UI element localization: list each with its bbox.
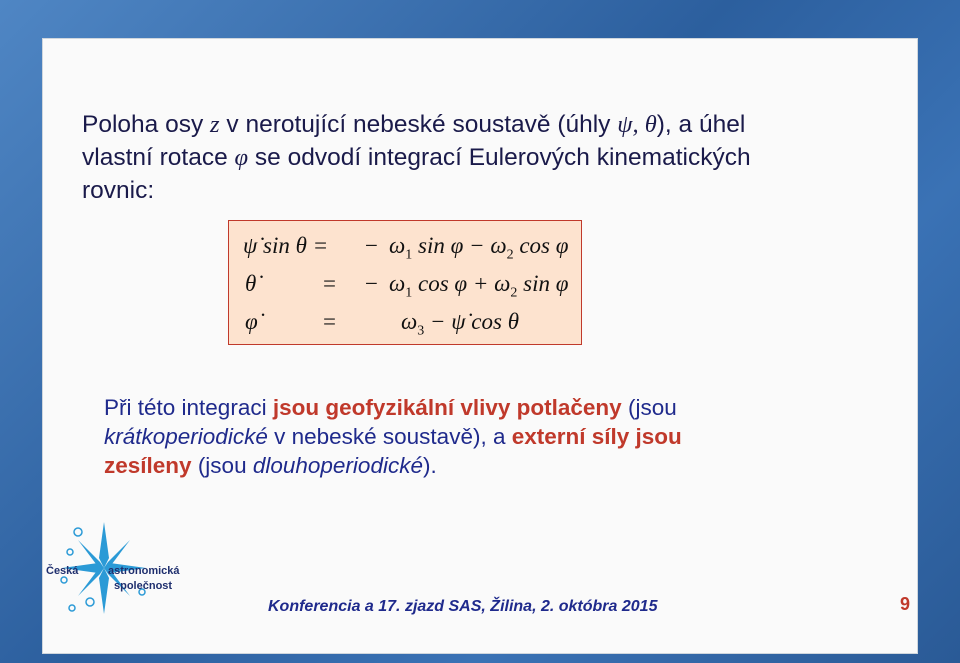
eq-row2-rhs: [389, 271, 568, 302]
eq-row2-eq: [323, 271, 336, 297]
eq-text: ω: [401, 309, 418, 334]
logo-word-astronomicka: astronomická: [108, 565, 180, 577]
para-italic: dlouhoperiodické: [252, 453, 423, 478]
cas-logo: [42, 518, 182, 628]
conclusion-paragraph: [104, 393, 864, 480]
eq-row2-lhs: [245, 271, 256, 297]
math-phi: φ: [234, 144, 249, 171]
intro-part: v nerotující nebeské soustavě (úhly: [219, 111, 618, 138]
eq-row1-lhs: [243, 233, 328, 259]
eq-row1-minus: [365, 233, 378, 259]
eq-row3-rhs: [401, 309, 519, 340]
para-emphasis: externí síly jsou: [511, 424, 682, 449]
eq-sub: 1: [405, 285, 413, 301]
para-part: (jsou: [191, 453, 253, 478]
eq-row3-eq: [323, 309, 336, 335]
euler-equations-box: [228, 220, 582, 345]
slide-canvas: [42, 38, 918, 654]
math-z: z: [210, 111, 220, 138]
intro-part: ), a úhel: [656, 111, 746, 138]
eq-text: −: [365, 271, 378, 296]
intro-part: rovnic:: [82, 177, 155, 204]
logo-word-spolecnost: společnost: [114, 580, 173, 592]
eq-row3-lhs: [245, 309, 258, 335]
intro-part: se odvodí integrací Eulerových kinematických: [248, 144, 751, 171]
eq-sub: 2: [506, 247, 514, 263]
para-part: Při této integraci: [104, 395, 273, 420]
eq-sub: 3: [417, 323, 425, 339]
para-emphasis: zesíleny: [104, 453, 192, 478]
eq-sub: 2: [510, 285, 518, 301]
eq-text: sin φ: [517, 271, 569, 296]
para-part: (jsou: [621, 395, 677, 420]
eq-text: ψ̇ sin θ =: [243, 233, 329, 258]
math-psi-theta: ψ, θ: [617, 111, 657, 138]
eq-text: cos φ: [513, 233, 569, 258]
eq-text: φ̇: [245, 309, 258, 334]
eq-sub: 1: [405, 247, 413, 263]
page-number: 9: [900, 594, 911, 614]
para-part: v nebeské soustavě), a: [267, 424, 512, 449]
eq-text: ω: [389, 271, 406, 296]
eq-text: =: [323, 309, 336, 334]
intro-part: Poloha osy: [82, 111, 211, 138]
eq-text: θ̇: [245, 271, 257, 296]
para-part: ).: [422, 453, 437, 478]
eq-text: cos φ + ω: [412, 271, 511, 296]
eq-row1-rhs: [389, 233, 568, 264]
eq-text: − ψ̇ cos θ: [424, 309, 520, 334]
eq-text: =: [323, 271, 336, 296]
eq-text: sin φ − ω: [412, 233, 507, 258]
para-italic: krátkoperiodické: [104, 424, 268, 449]
eq-row2-minus: [365, 271, 378, 297]
para-emphasis: jsou geofyzikální vlivy potlačeny: [272, 395, 622, 420]
eq-text: −: [365, 233, 378, 258]
logo-word-ceska: Česká: [46, 565, 79, 577]
footer-conference: Konferencia a 17. zjazd SAS, Žilina, 2. októbra 2015: [268, 598, 658, 615]
intro-text: [82, 108, 802, 207]
eq-text: ω: [389, 233, 406, 258]
intro-part: vlastní rotace: [82, 144, 235, 171]
